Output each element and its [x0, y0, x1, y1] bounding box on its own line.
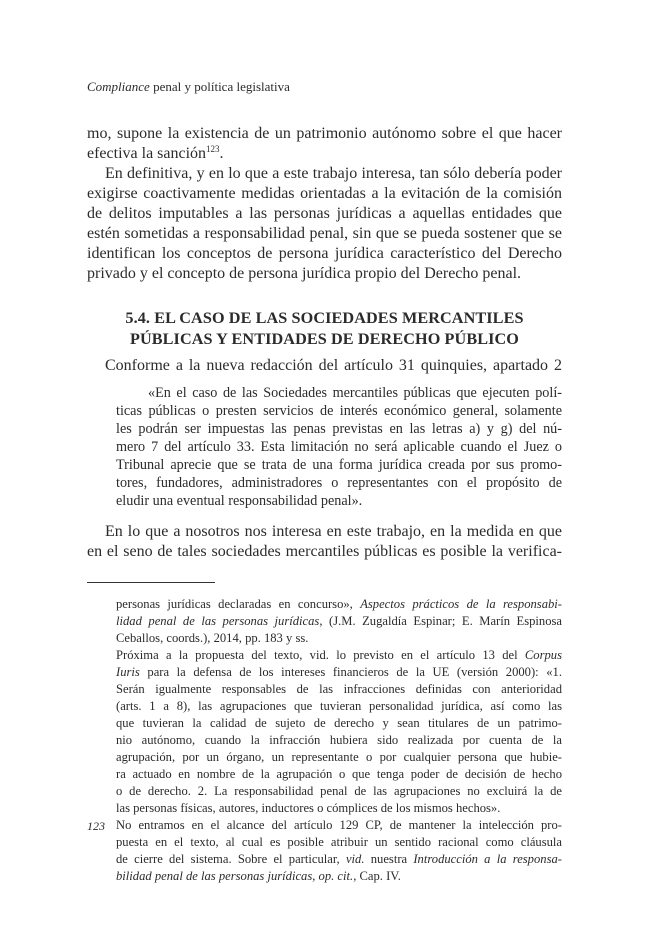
footnote-text: de cierre del sistema. Sobre el particular,	[116, 852, 346, 866]
body-line: estén sometidas a responsabilidad penal, sin que se pueda sostener que se	[87, 225, 562, 242]
footnote-book-title: Introducción a la responsa-	[413, 852, 562, 866]
body-line	[87, 145, 562, 163]
running-head-text: penal y política legislativa	[149, 79, 290, 94]
footnote-line: o de derecho. 2. La responsabilidad penal de las agrupaciones no excluirá la de	[116, 784, 562, 798]
body-text: efectiva la sanción	[87, 145, 207, 162]
running-head-italic: Compliance	[87, 79, 150, 94]
quote-line: les podrán ser impuestas las penas previstas en las letras a) y g) del nú-	[116, 421, 562, 437]
body-line: mo, supone la existencia de un patrimonio autónomo sobre el que hacer	[87, 125, 562, 142]
footnote-italic: Corpus	[524, 648, 562, 662]
footnote-italic: vid.	[345, 852, 365, 866]
footnote-line: nio autónomo, cuando la infracción hubiera sido realizada por cuenta de la	[116, 733, 562, 747]
quote-line: ticas públicas o presten servicios de interés económico general, solamente	[116, 403, 562, 419]
footnote-rule	[87, 582, 215, 583]
footnote-line	[116, 869, 562, 884]
footnote-text: personas jurídicas declaradas en concurso»,	[116, 597, 361, 611]
body-text: .	[219, 145, 224, 162]
footnote-line	[116, 665, 562, 680]
footnote-line: que tuvieran la calidad de sujeto de derecho y sean titulares de un patrimo-	[116, 716, 562, 730]
quote-line: tores, fundadores, administradores o representantes con el propósito de	[116, 475, 562, 491]
footnote-line: No entramos en el alcance del artículo 129 CP, de mantener la intelección pro-	[116, 818, 562, 832]
footnote-line: Serán igualmente responsables de las infracciones definidas con anterioridad	[116, 682, 562, 696]
footnote-ref[interactable]: 123	[206, 144, 220, 154]
body-line: En definitiva, y en lo que a este trabajo interesa, tan sólo debería poder	[105, 165, 562, 182]
footnote-line: (arts. 1 a 8), las agrupaciones que tuvieran personalidad jurídica, así como las	[116, 699, 562, 713]
body-line: exigirse coactivamente medidas orientadas a la evitación de la comisión	[87, 185, 562, 202]
footnote-line	[116, 597, 562, 612]
intro-line: Conforme a la nueva redacción del artículo 31 quinquies, apartado 2	[105, 357, 562, 374]
footnote-line: Ceballos, coords.), 2014, pp. 183 y ss.	[116, 631, 309, 645]
footnote-book-title: Aspectos prácticos de la responsabi-	[360, 597, 562, 611]
body-line: En lo que a nosotros nos interesa en este trabajo, en la medida en que	[105, 523, 562, 540]
footnote-line: ra actuado en nombre de la agrupación o que tenga poder de decisión de hecho	[116, 767, 562, 781]
footnote-line	[116, 852, 562, 867]
footnote-italic: Iuris	[116, 665, 140, 679]
footnote-text: , (J.M. Zugaldía Espinar; E. Marín Espinosa	[319, 614, 563, 628]
footnote-line: las personas físicas, autores, inductores o cómplices de los mismos hechos».	[116, 801, 501, 815]
running-head	[87, 79, 290, 95]
footnote-text: Próxima a la propuesta del texto, vid. lo previsto en el artículo 13 del	[116, 648, 525, 662]
footnote-text: nuestra	[364, 852, 414, 866]
body-line: de delitos imputables a las personas jurídicas a aquellas entidades que	[87, 205, 562, 222]
body-line: en el seno de tales sociedades mercantiles públicas es posible la verifica-	[87, 543, 562, 560]
footnote-number: 123	[87, 819, 105, 833]
quote-line: «En el caso de las Sociedades mercantiles públicas que ejecuten polí-	[148, 385, 562, 401]
footnote-book-title: lidad penal de las personas jurídicas	[116, 614, 320, 628]
footnote-text: , Cap. IV.	[353, 869, 401, 883]
footnote-line	[116, 648, 562, 663]
footnote-book-title: bilidad penal de las personas jurídicas, op. cit.	[116, 869, 354, 883]
section-heading-line2: PÚBLICAS Y ENTIDADES DE DERECHO PÚBLICO	[129, 330, 520, 348]
section-heading-line1: 5.4. EL CASO DE LAS SOCIEDADES MERCANTILES	[125, 309, 524, 327]
footnote-line: puesta en el texto, al cual es posible atribuir un sentido racional como cláusula	[116, 835, 562, 849]
quote-line: Tribunal aprecie que se trata de una forma jurídica creada por sus promo-	[116, 457, 562, 473]
body-line: privado y el concepto de persona jurídica propio del Derecho penal.	[87, 265, 522, 282]
quote-line: eludir una eventual responsabilidad penal».	[116, 493, 363, 509]
footnote-line	[116, 614, 562, 629]
quote-line: mero 7 del artículo 33. Esta limitación no será aplicable cuando el Juez o	[116, 439, 562, 455]
footnote-line: agrupación, por un órgano, un representante o por cualquier persona que hubie-	[116, 750, 562, 764]
body-line: identifican los conceptos de persona jurídica característico del Derecho	[87, 245, 562, 262]
footnote-text: para la defensa de los intereses financieros de la UE (versión 2000): «1.	[139, 665, 562, 679]
